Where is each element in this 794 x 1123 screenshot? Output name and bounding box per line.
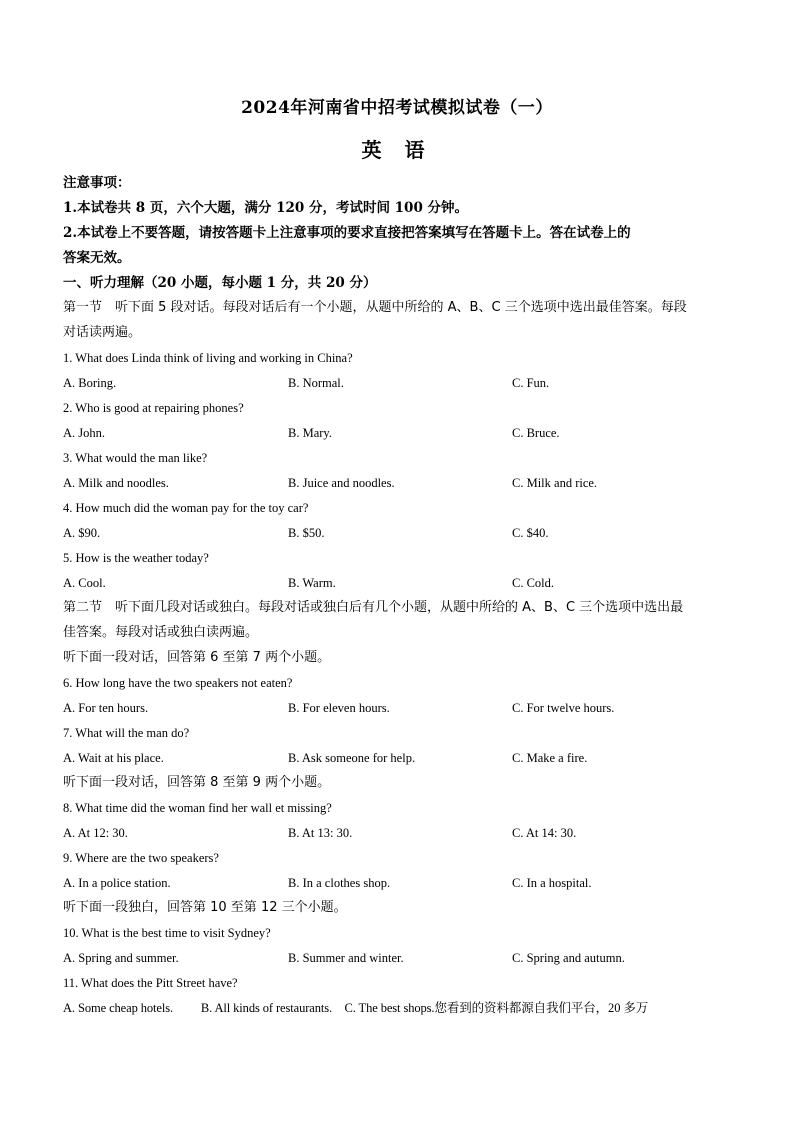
part-1-instruction-b: 对话读两遍。: [63, 325, 142, 340]
part-2-instruction-a: 第二节 听下面几段对话或独白。每段对话或独白后有几个小题，从题中所给的 A、B、C 三个选项中选出最: [63, 600, 684, 615]
option-3a: A. Milk and noodles.: [63, 476, 169, 490]
option-9b: B. In a clothes shop.: [288, 876, 391, 890]
option-5a: A. Cool.: [63, 576, 106, 590]
option-3b: B. Juice and noodles.: [288, 476, 395, 490]
part-2-instruction-b: 佳答案。每段对话或独白读两遍。: [63, 625, 259, 640]
option-4a: A. $90.: [63, 526, 101, 540]
notice-line-2a: 2.本试卷上不要答题，请按答题卡上注意事项的要求直接把答案填写在答题卡上。答在试卷上的: [63, 225, 631, 241]
notice-line-2b: 答案无效。: [63, 250, 131, 266]
question-5: 5. How is the weather today?: [63, 551, 209, 565]
part-1-instruction-a: 第一节 听下面 5 段对话。每段对话后有一个小题，从题中所给的 A、B、C 三个选项中选出最佳答案。每段: [63, 300, 687, 315]
option-2b: B. Mary.: [288, 426, 332, 440]
option-7b: B. Ask someone for help.: [288, 751, 416, 765]
instruction-10-12: 听下面一段独白，回答第 10 至第 12 三个小题。: [63, 900, 347, 915]
option-4c: C. $40.: [512, 526, 549, 540]
option-8a: A. At 12: 30.: [63, 826, 128, 840]
option-2a: A. John.: [63, 426, 106, 440]
option-2c: C. Bruce.: [512, 426, 560, 440]
option-3c: C. Milk and rice.: [512, 476, 598, 490]
option-7a: A. Wait at his place.: [63, 751, 164, 765]
option-9a: A. In a police station.: [63, 876, 171, 890]
option-8c: C. At 14: 30.: [512, 826, 577, 840]
question-9: 9. Where are the two speakers?: [63, 851, 219, 865]
question-6: 6. How long have the two speakers not eaten?: [63, 676, 293, 690]
option-5c: C. Cold.: [512, 576, 555, 590]
option-4b: B. $50.: [288, 526, 325, 540]
option-7c: C. Make a fire.: [512, 751, 588, 765]
option-1c: C. Fun.: [512, 376, 550, 390]
question-11: 11. What does the Pitt Street have?: [63, 976, 238, 990]
question-1: 1. What does Linda think of living and working in China?: [63, 351, 353, 365]
option-10a: A. Spring and summer.: [63, 951, 179, 965]
question-8: 8. What time did the woman find her wall et missing?: [63, 801, 332, 815]
option-10c: C. Spring and autumn.: [512, 951, 625, 965]
option-5b: B. Warm.: [288, 576, 336, 590]
instruction-6-7: 听下面一段对话，回答第 6 至第 7 两个小题。: [63, 650, 331, 665]
section-1-heading: 一、听力理解（20 小题，每小题 1 分，共 20 分）: [63, 275, 377, 291]
option-6b: B. For eleven hours.: [288, 701, 390, 715]
option-6a: A. For ten hours.: [63, 701, 149, 715]
question-10: 10. What is the best time to visit Sydney?: [63, 926, 271, 940]
question-4: 4. How much did the woman pay for the toy car?: [63, 501, 309, 515]
question-2: 2. Who is good at repairing phones?: [63, 401, 244, 415]
option-9c: C. In a hospital.: [512, 876, 592, 890]
notice-heading: 注意事项：: [63, 175, 131, 191]
instruction-8-9: 听下面一段对话，回答第 8 至第 9 两个小题。: [63, 775, 331, 790]
options-11-line: A. Some cheap hotels. B. All kinds of restaurants. C. The best shops.您看到的资料都源自我们平台，20 多万: [63, 1001, 649, 1015]
notice-line-1: 1.本试卷共 8 页，六个大题，满分 120 分，考试时间 100 分钟。: [63, 200, 469, 216]
option-10b: B. Summer and winter.: [288, 951, 404, 965]
question-3: 3. What would the man like?: [63, 451, 208, 465]
exam-title: 2024年河南省中招考试模拟试卷（一）: [241, 98, 553, 118]
subject-title: 英 语: [361, 138, 433, 162]
option-6c: C. For twelve hours.: [512, 701, 615, 715]
question-7: 7. What will the man do?: [63, 726, 190, 740]
option-1a: A. Boring.: [63, 376, 117, 390]
option-1b: B. Normal.: [288, 376, 344, 390]
option-8b: B. At 13: 30.: [288, 826, 353, 840]
